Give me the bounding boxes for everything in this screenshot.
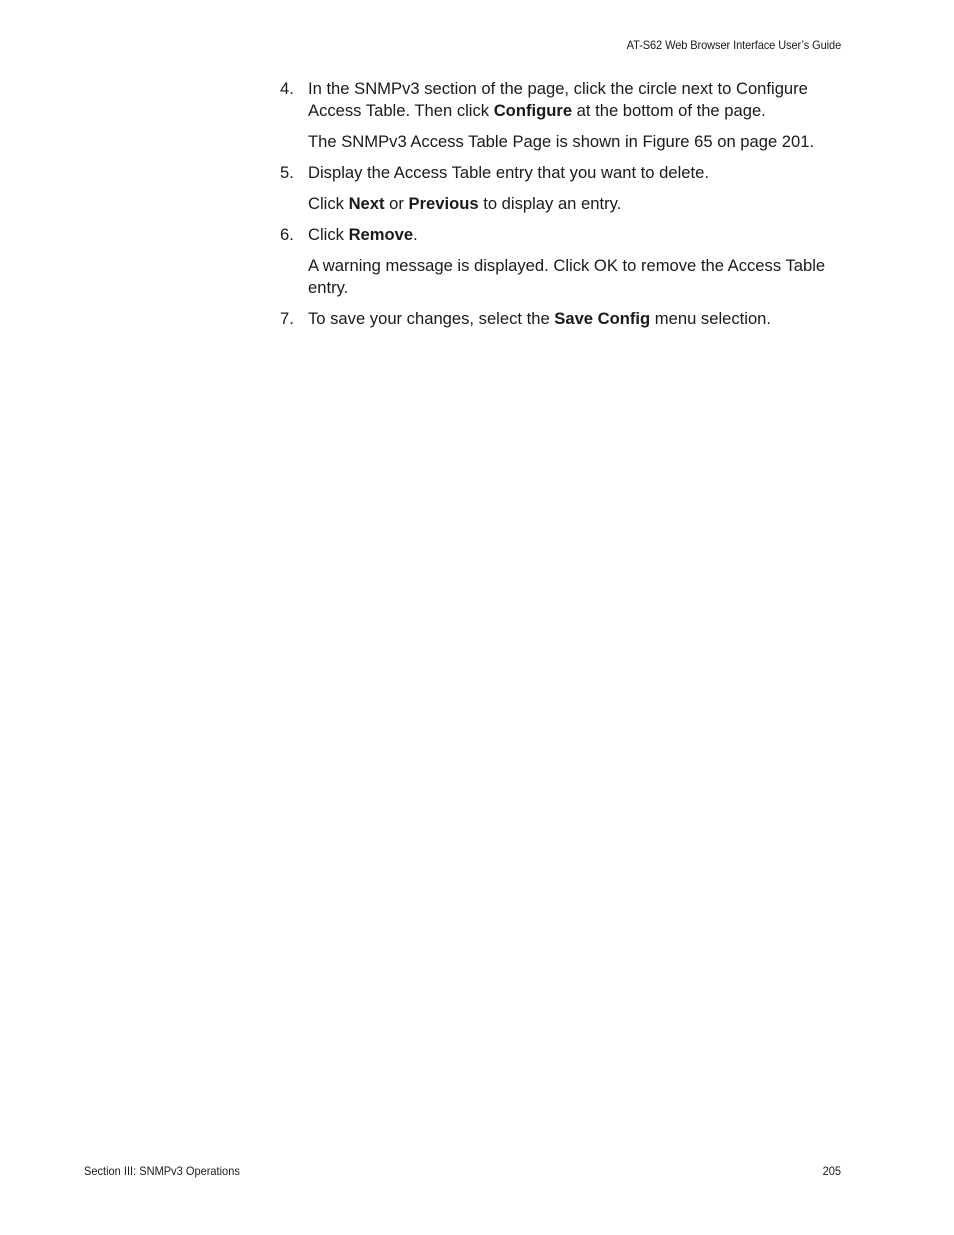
page-number: 205 [822, 1164, 841, 1178]
step-number: 5. [280, 163, 294, 182]
step-number: 6. [280, 225, 294, 244]
step-4-note: The SNMPv3 Access Table Page is shown in Figure 65 on page 201. [308, 132, 815, 151]
step-text: . [413, 225, 418, 244]
footer-section: Section III: SNMPv3 Operations [84, 1164, 240, 1178]
step-7 [280, 308, 850, 330]
step-text: Click [308, 225, 349, 244]
next-term: Next [348, 194, 385, 213]
note-text: Click [308, 194, 349, 213]
step-5 [280, 162, 850, 184]
save-config-term: Save Config [554, 309, 651, 328]
instruction-steps [280, 78, 850, 330]
step-number: 7. [280, 309, 294, 328]
step-6 [280, 224, 850, 246]
step-text: Display the Access Table entry that you want to delete. [308, 163, 709, 182]
step-4 [280, 78, 850, 122]
note-text: to display an entry. [478, 194, 622, 213]
remove-term: Remove [348, 225, 414, 244]
step-text: at the bottom of the page. [572, 101, 766, 120]
running-header: AT-S62 Web Browser Interface User’s Guide [626, 38, 841, 52]
step-text: menu selection. [650, 309, 772, 328]
step-5-note [280, 193, 850, 215]
step-6-note: A warning message is displayed. Click OK to remove the Access Table entry. [308, 256, 826, 297]
step-number: 4. [280, 79, 294, 98]
note-text: or [384, 194, 409, 213]
previous-term: Previous [408, 194, 479, 213]
configure-term: Configure [493, 101, 573, 120]
step-text: In the SNMPv3 section of the page, click the circle next to Configure Access Table. Then click [308, 79, 808, 120]
step-text: To save your changes, select the [308, 309, 555, 328]
